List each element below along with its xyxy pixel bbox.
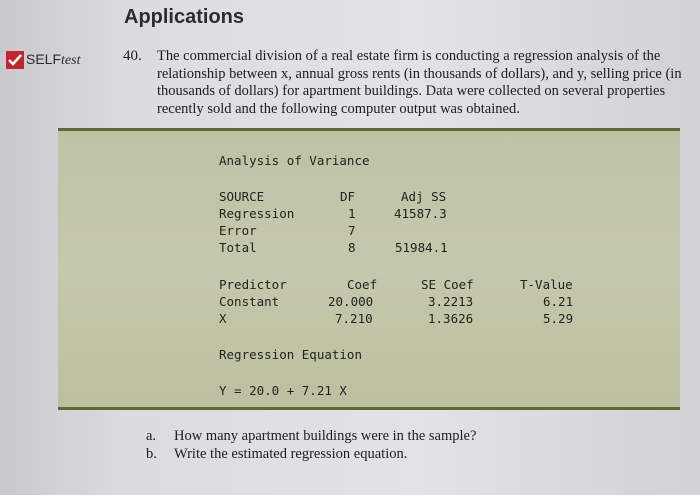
anova-header-ss: Adj SS	[401, 189, 447, 204]
anova-source-regression: Regression	[219, 206, 295, 221]
coef-t-x: 5.29	[543, 311, 574, 326]
coef-predictor-constant: Constant	[219, 294, 280, 309]
anova-df-regression: 1	[348, 206, 356, 221]
coef-header-coef: Coef	[347, 277, 378, 292]
part-a-text: How many apartment buildings were in the sample?	[174, 428, 477, 444]
anova-df-error: 7	[348, 223, 356, 238]
coef-header-predictor: Predictor	[219, 277, 287, 292]
question-part-a	[146, 428, 476, 445]
anova-source-error: Error	[219, 223, 257, 238]
computer-output-box	[58, 128, 680, 410]
coef-t-constant: 6.21	[543, 294, 574, 309]
coef-value-x: 7.210	[335, 311, 373, 326]
coef-se-constant: 3.2213	[428, 294, 474, 309]
equation-title: Regression Equation	[219, 347, 362, 362]
coef-predictor-x: X	[219, 311, 227, 326]
anova-ss-total: 51984.1	[395, 240, 448, 255]
regression-equation: Y = 20.0 + 7.21 X	[219, 383, 347, 398]
coef-value-constant: 20.000	[328, 294, 374, 309]
anova-ss-regression: 41587.3	[394, 206, 447, 221]
anova-source-total: Total	[219, 240, 257, 255]
selftest-badge	[6, 51, 80, 69]
question-number: 40.	[123, 48, 142, 64]
part-a-letter: a.	[146, 428, 157, 444]
coef-se-x: 1.3626	[428, 311, 474, 326]
selftest-label: SELFtest	[26, 51, 81, 68]
anova-df-total: 8	[348, 240, 356, 255]
anova-header-source: SOURCE	[219, 189, 265, 204]
section-heading: Applications	[124, 6, 245, 28]
anova-header-df: DF	[340, 189, 356, 204]
coef-header-t: T-Value	[520, 277, 573, 292]
part-b-letter: b.	[146, 446, 157, 462]
coef-header-se: SE Coef	[421, 277, 474, 292]
question-text: The commercial division of a real estate firm is conducting a regression analysis of the relationship between x, annual gross rents (in thousands of dollars), and y, selling price (in thousands of dollars) for apartment buildings. Data were collected on several properties recently sold and the following computer output was obtained.	[157, 48, 682, 117]
anova-title: Analysis of Variance	[219, 153, 370, 168]
part-b-text: Write the estimated regression equation.	[174, 446, 408, 462]
checkmark-icon	[6, 51, 24, 69]
question-part-b	[146, 446, 407, 463]
